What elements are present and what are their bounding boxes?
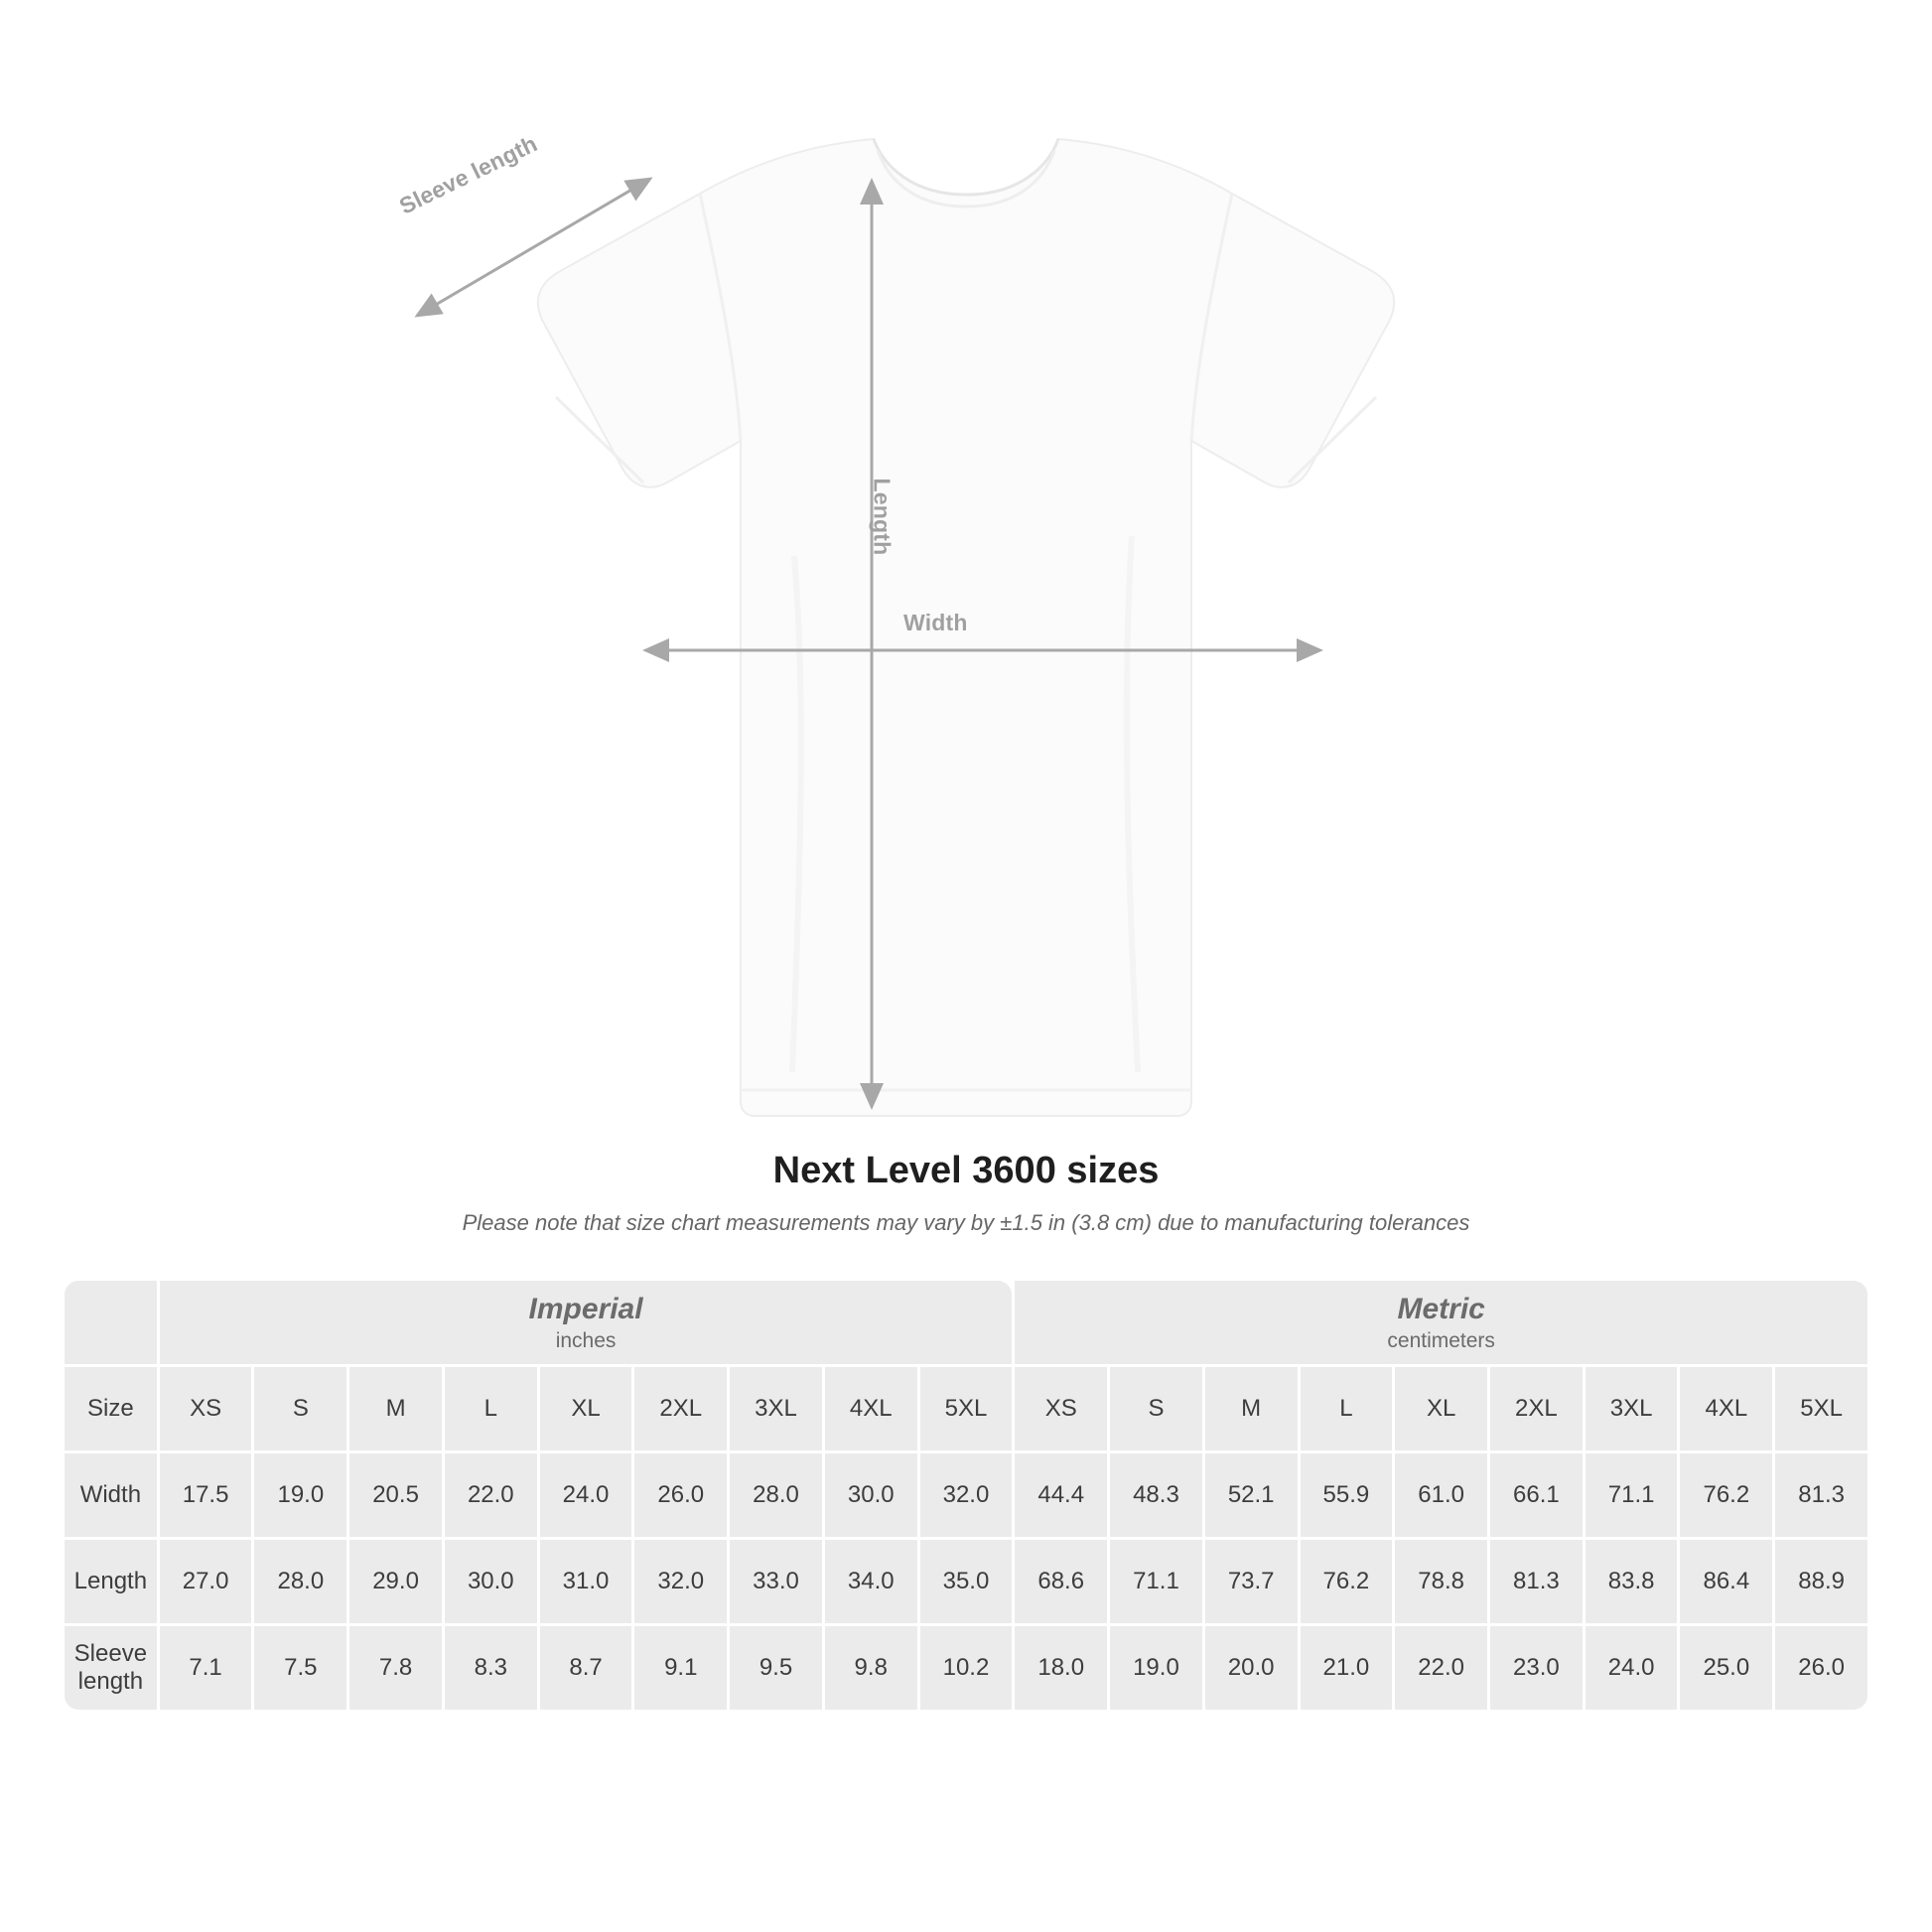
size-head-imp-3: L <box>445 1367 537 1450</box>
cell-length-imp-0: 27.0 <box>160 1540 252 1623</box>
cell-width-met-8: 81.3 <box>1775 1453 1867 1537</box>
row-header-size: Size <box>65 1367 157 1450</box>
cell-sleeve-met-4: 22.0 <box>1395 1626 1487 1710</box>
cell-width-imp-4: 24.0 <box>540 1453 632 1537</box>
size-chart-table-wrap <box>62 1278 1870 1713</box>
size-head-met-7: 4XL <box>1680 1367 1772 1450</box>
unit-name-metric: Metric <box>1397 1292 1485 1325</box>
cell-sleeve-met-2: 20.0 <box>1205 1626 1298 1710</box>
cell-sleeve-imp-4: 8.7 <box>540 1626 632 1710</box>
size-head-met-2: M <box>1205 1367 1298 1450</box>
size-head-met-4: XL <box>1395 1367 1487 1450</box>
length-label: Length <box>869 478 896 556</box>
cell-length-met-7: 86.4 <box>1680 1540 1772 1623</box>
cell-sleeve-met-0: 18.0 <box>1015 1626 1107 1710</box>
unit-header-metric <box>1015 1281 1867 1364</box>
table-row <box>65 1453 1867 1537</box>
unit-sub-metric: centimeters <box>1387 1329 1495 1353</box>
cell-length-imp-6: 33.0 <box>730 1540 822 1623</box>
unit-sub-imperial: inches <box>555 1329 617 1353</box>
cell-width-imp-8: 32.0 <box>920 1453 1013 1537</box>
size-head-imp-4: XL <box>540 1367 632 1450</box>
row-header-length: Length <box>65 1540 157 1623</box>
cell-length-imp-2: 29.0 <box>349 1540 442 1623</box>
size-head-met-1: S <box>1110 1367 1202 1450</box>
width-label: Width <box>903 610 968 635</box>
cell-length-met-1: 71.1 <box>1110 1540 1202 1623</box>
size-head-met-3: L <box>1301 1367 1393 1450</box>
table-row <box>65 1626 1867 1710</box>
sleeve-length-label: Sleeve length <box>395 130 542 219</box>
row-header-width: Width <box>65 1453 157 1537</box>
cell-width-met-0: 44.4 <box>1015 1453 1107 1537</box>
cell-width-met-3: 55.9 <box>1301 1453 1393 1537</box>
size-head-met-0: XS <box>1015 1367 1107 1450</box>
cell-sleeve-met-8: 26.0 <box>1775 1626 1867 1710</box>
unit-header-corner <box>65 1281 157 1364</box>
cell-width-met-2: 52.1 <box>1205 1453 1298 1537</box>
cell-width-met-5: 66.1 <box>1490 1453 1583 1537</box>
unit-name-imperial: Imperial <box>528 1292 643 1325</box>
cell-length-imp-7: 34.0 <box>825 1540 917 1623</box>
cell-length-met-6: 83.8 <box>1586 1540 1678 1623</box>
cell-sleeve-met-3: 21.0 <box>1301 1626 1393 1710</box>
size-head-imp-1: S <box>254 1367 346 1450</box>
cell-length-met-5: 81.3 <box>1490 1540 1583 1623</box>
tolerance-note: Please note that size chart measurements may vary by ±1.5 in (3.8 cm) due to manufacturing tolerances <box>462 1210 1470 1235</box>
cell-sleeve-imp-3: 8.3 <box>445 1626 537 1710</box>
size-head-imp-6: 3XL <box>730 1367 822 1450</box>
cell-length-met-8: 88.9 <box>1775 1540 1867 1623</box>
size-head-imp-0: XS <box>160 1367 252 1450</box>
cell-sleeve-imp-1: 7.5 <box>254 1626 346 1710</box>
cell-length-met-0: 68.6 <box>1015 1540 1107 1623</box>
cell-width-imp-6: 28.0 <box>730 1453 822 1537</box>
cell-sleeve-imp-8: 10.2 <box>920 1626 1013 1710</box>
page-title: Next Level 3600 sizes <box>772 1150 1160 1191</box>
table-unit-header-row <box>65 1281 1867 1364</box>
size-chart-table <box>62 1278 1870 1713</box>
cell-length-met-3: 76.2 <box>1301 1540 1393 1623</box>
table-row <box>65 1540 1867 1623</box>
cell-width-imp-3: 22.0 <box>445 1453 537 1537</box>
size-head-imp-7: 4XL <box>825 1367 917 1450</box>
cell-sleeve-met-5: 23.0 <box>1490 1626 1583 1710</box>
table-size-row <box>65 1367 1867 1450</box>
cell-sleeve-imp-2: 7.8 <box>349 1626 442 1710</box>
cell-width-imp-2: 20.5 <box>349 1453 442 1537</box>
cell-sleeve-imp-7: 9.8 <box>825 1626 917 1710</box>
size-head-imp-8: 5XL <box>920 1367 1013 1450</box>
cell-length-imp-4: 31.0 <box>540 1540 632 1623</box>
cell-sleeve-imp-0: 7.1 <box>160 1626 252 1710</box>
cell-sleeve-met-6: 24.0 <box>1586 1626 1678 1710</box>
size-head-imp-2: M <box>349 1367 442 1450</box>
cell-sleeve-imp-6: 9.5 <box>730 1626 822 1710</box>
cell-width-imp-0: 17.5 <box>160 1453 252 1537</box>
cell-width-imp-7: 30.0 <box>825 1453 917 1537</box>
cell-width-imp-1: 19.0 <box>254 1453 346 1537</box>
cell-length-met-2: 73.7 <box>1205 1540 1298 1623</box>
cell-sleeve-met-7: 25.0 <box>1680 1626 1772 1710</box>
cell-length-met-4: 78.8 <box>1395 1540 1487 1623</box>
cell-length-imp-5: 32.0 <box>634 1540 727 1623</box>
row-header-sleeve-length: Sleeve length <box>65 1626 157 1710</box>
cell-sleeve-imp-5: 9.1 <box>634 1626 727 1710</box>
cell-length-imp-1: 28.0 <box>254 1540 346 1623</box>
size-head-met-6: 3XL <box>1586 1367 1678 1450</box>
cell-length-imp-8: 35.0 <box>920 1540 1013 1623</box>
unit-header-imperial <box>160 1281 1013 1364</box>
cell-width-met-1: 48.3 <box>1110 1453 1202 1537</box>
size-head-met-8: 5XL <box>1775 1367 1867 1450</box>
cell-length-imp-3: 30.0 <box>445 1540 537 1623</box>
title-block <box>0 1150 1932 1236</box>
cell-width-imp-5: 26.0 <box>634 1453 727 1537</box>
cell-width-met-6: 71.1 <box>1586 1453 1678 1537</box>
cell-sleeve-met-1: 19.0 <box>1110 1626 1202 1710</box>
size-head-imp-5: 2XL <box>634 1367 727 1450</box>
cell-width-met-4: 61.0 <box>1395 1453 1487 1537</box>
cell-width-met-7: 76.2 <box>1680 1453 1772 1537</box>
size-head-met-5: 2XL <box>1490 1367 1583 1450</box>
